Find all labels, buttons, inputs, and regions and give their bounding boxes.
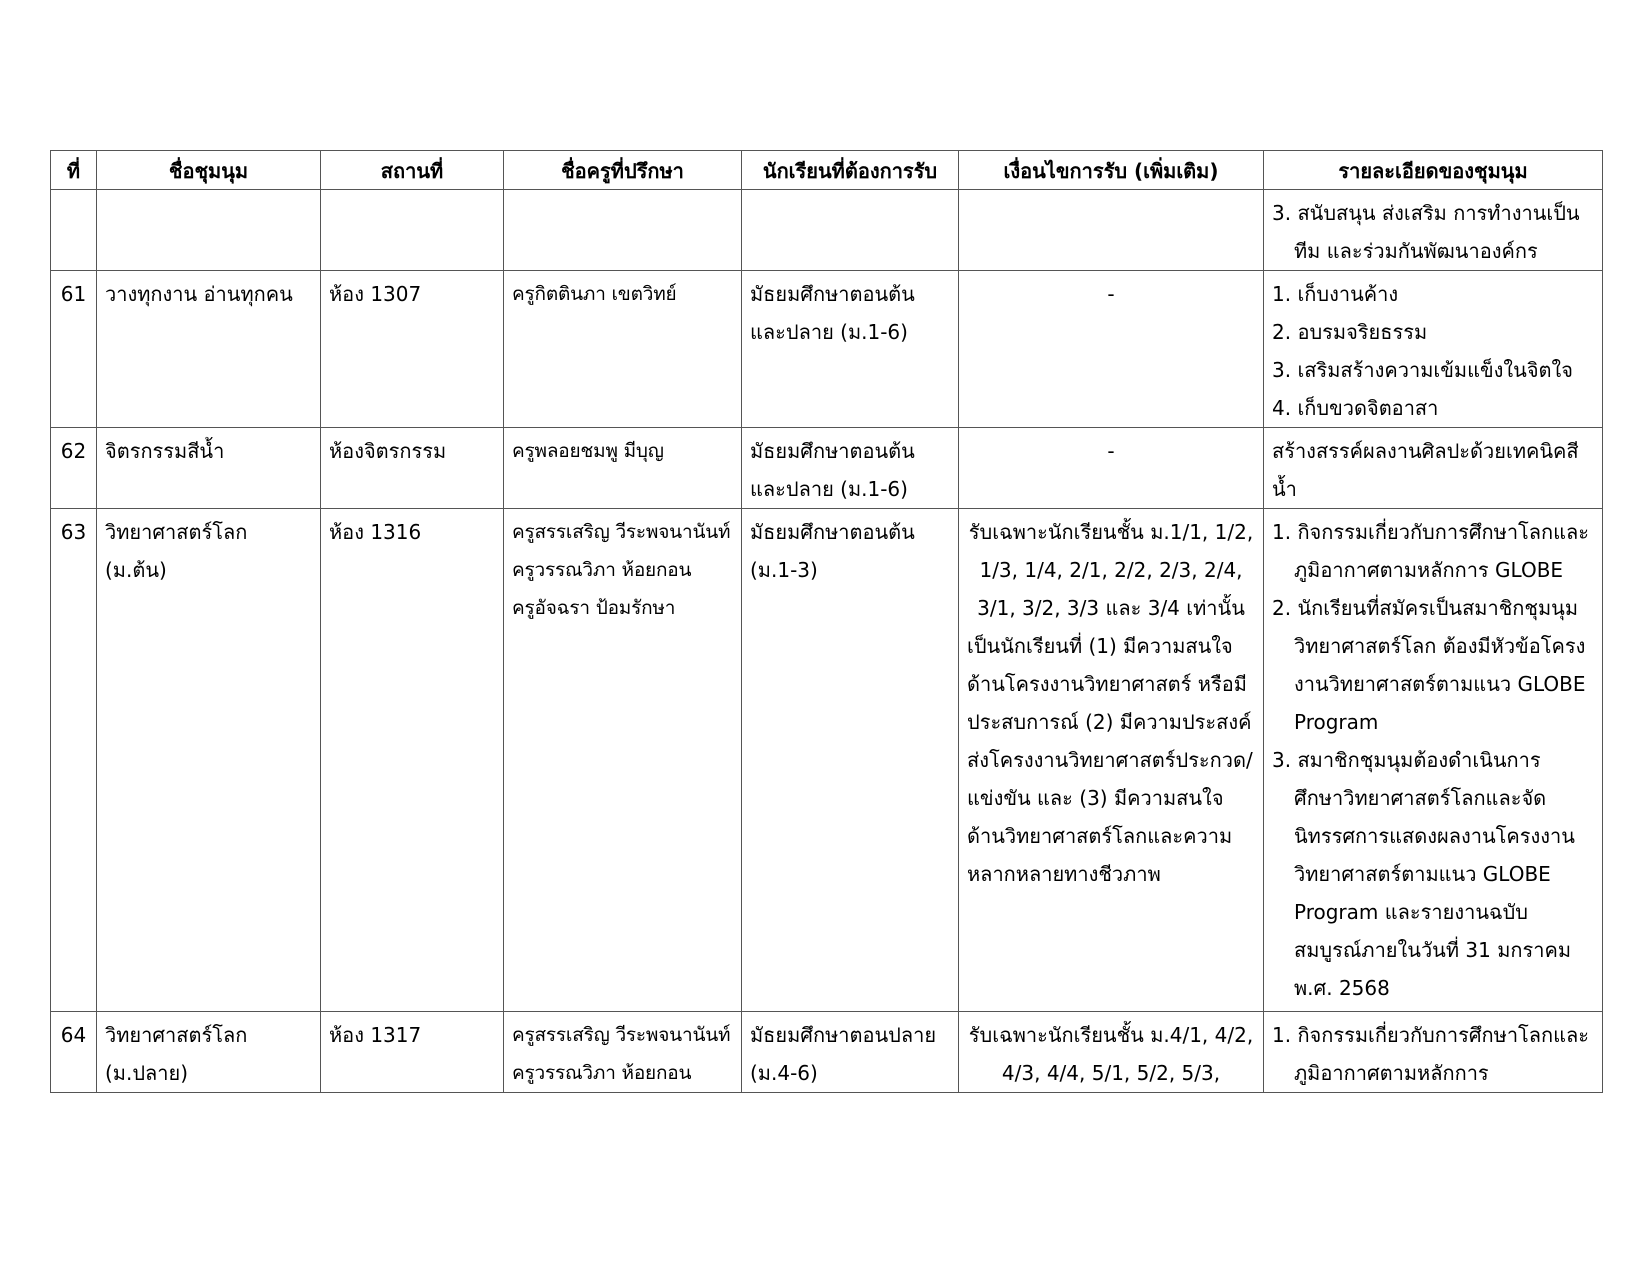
cell-conditions <box>959 509 1264 1012</box>
cell-location: ห้อง 1307 <box>321 271 504 428</box>
list-item: 1. กิจกรรมเกี่ยวกับการศึกษาโลกและภูมิอากาศตามหลักการ GLOBE <box>1272 520 1590 582</box>
cell-no <box>51 190 97 271</box>
details-list <box>1272 194 1594 270</box>
cell-location: ห้อง 1316 <box>321 509 504 1012</box>
details-list <box>1272 275 1594 427</box>
header-location: สถานที่ <box>321 151 504 190</box>
cell-advisor <box>504 509 742 1012</box>
cell-students <box>742 190 959 271</box>
advisor-name: ครูวรรณวิภา ห้อยกอน <box>512 1062 692 1084</box>
table-header-row <box>51 151 1603 190</box>
condition-text: รับเฉพาะนักเรียนชั้น ม.1/1, 1/2, 1/3, 1/4, 2/1, 2/2, 2/3, 2/4, 3/1, 3/2, 3/3 และ 3/4 เท่านั้น <box>968 520 1254 620</box>
cell-conditions <box>959 428 1264 509</box>
condition-text: เป็นนักเรียนที่ (1) มีความสนใจด้านโครงงานวิทยาศาสตร์ หรือมีประสบการณ์ (2) มีความประสงค์ส่งโครงงานวิทยาศาสตร์ประกวด/แข่งขัน และ (3) มีความสนใจด้านวิทยาศาสตร์โลกและความหลากหลายทางชีวภาพ <box>967 634 1253 886</box>
advisor-name: ครูสรรเสริญ วีระพจนานันท์ <box>512 1024 731 1046</box>
list-item: 4. เก็บขวดจิตอาสา <box>1272 396 1439 420</box>
cell-club-name <box>97 190 321 271</box>
cell-club-name: วิทยาศาสตร์โลก (ม.ปลาย) <box>97 1012 321 1093</box>
cell-details <box>1264 190 1603 271</box>
list-item: 2. นักเรียนที่สมัครเป็นสมาชิกชุมนุมวิทยาศาสตร์โลก ต้องมีหัวข้อโครงงานวิทยาศาสตร์ตามแนว GLOBE Program <box>1272 596 1586 734</box>
header-advisor: ชื่อครูที่ปรึกษา <box>504 151 742 190</box>
cell-details <box>1264 271 1603 428</box>
cell-students: มัธยมศึกษาตอนต้นและปลาย (ม.1-6) <box>742 271 959 428</box>
list-item: 3. สมาชิกชุมนุมต้องดำเนินการศึกษาวิทยาศาสตร์โลกและจัดนิทรรศการแสดงผลงานโครงงานวิทยาศาสตร์ตามแนว GLOBE Program และรายงานฉบับสมบูรณ์ภายในวันที่ 31 มกราคม พ.ศ. 2568 <box>1272 748 1575 1000</box>
cell-location: ห้องจิตรกรรม <box>321 428 504 509</box>
condition-text: - <box>1107 439 1115 463</box>
list-item: 3. เสริมสร้างความเข้มแข็งในจิตใจ <box>1272 358 1574 382</box>
cell-conditions <box>959 1012 1264 1093</box>
cell-details <box>1264 1012 1603 1093</box>
condition-text: - <box>1107 282 1115 306</box>
table-row <box>51 190 1603 271</box>
advisor-name: ครูวรรณวิภา ห้อยกอน <box>512 559 692 581</box>
cell-details <box>1264 509 1603 1012</box>
club-table <box>50 150 1603 1093</box>
details-list <box>1272 1016 1594 1092</box>
cell-students: มัธยมศึกษาตอนต้นและปลาย (ม.1-6) <box>742 428 959 509</box>
table-row <box>51 509 1603 1012</box>
header-club-name: ชื่อชุมนุม <box>97 151 321 190</box>
cell-students: มัธยมศึกษาตอนปลาย (ม.4-6) <box>742 1012 959 1093</box>
cell-club-name: วางทุกงาน อ่านทุกคน <box>97 271 321 428</box>
list-item: 2. อบรมจริยธรรม <box>1272 320 1428 344</box>
advisor-name: ครูพลอยชมพู มีบุญ <box>512 440 664 462</box>
advisor-name: ครูกิตตินภา เขตวิทย์ <box>512 283 677 305</box>
list-item: 1. เก็บงานค้าง <box>1272 282 1399 306</box>
advisor-name: ครูอัจฉรา ป้อมรักษา <box>512 597 676 619</box>
table-row <box>51 271 1603 428</box>
cell-advisor <box>504 271 742 428</box>
cell-conditions <box>959 190 1264 271</box>
cell-conditions <box>959 271 1264 428</box>
details-list <box>1272 513 1594 1007</box>
header-conditions: เงื่อนไขการรับ (เพิ่มเติม) <box>959 151 1264 190</box>
list-item: สร้างสรรค์ผลงานศิลปะด้วยเทคนิคสีน้ำ <box>1272 439 1579 501</box>
cell-no: 61 <box>51 271 97 428</box>
cell-advisor <box>504 1012 742 1093</box>
cell-location <box>321 190 504 271</box>
condition-text: รับเฉพาะนักเรียนชั้น ม.4/1, 4/2, 4/3, 4/4, 5/1, 5/2, 5/3, <box>968 1023 1254 1085</box>
cell-no: 64 <box>51 1012 97 1093</box>
table-body <box>51 190 1603 1093</box>
header-no: ที่ <box>51 151 97 190</box>
cell-no: 62 <box>51 428 97 509</box>
advisor-name: ครูสรรเสริญ วีระพจนานันท์ <box>512 521 731 543</box>
cell-advisor <box>504 190 742 271</box>
cell-club-name: วิทยาศาสตร์โลก (ม.ต้น) <box>97 509 321 1012</box>
cell-club-name: จิตรกรรมสีน้ำ <box>97 428 321 509</box>
cell-advisor <box>504 428 742 509</box>
list-item: 1. กิจกรรมเกี่ยวกับการศึกษาโลกและภูมิอากาศตามหลักการ <box>1272 1023 1590 1085</box>
table-row <box>51 1012 1603 1093</box>
header-students: นักเรียนที่ต้องการรับ <box>742 151 959 190</box>
cell-location: ห้อง 1317 <box>321 1012 504 1093</box>
cell-details <box>1264 428 1603 509</box>
cell-students: มัธยมศึกษาตอนต้น (ม.1-3) <box>742 509 959 1012</box>
table-row <box>51 428 1603 509</box>
list-item: 3. สนับสนุน ส่งเสริม การทำงานเป็นทีม และร่วมกันพัฒนาองค์กร <box>1272 201 1580 263</box>
cell-no: 63 <box>51 509 97 1012</box>
header-details: รายละเอียดของชุมนุม <box>1264 151 1603 190</box>
details-list <box>1272 432 1594 508</box>
